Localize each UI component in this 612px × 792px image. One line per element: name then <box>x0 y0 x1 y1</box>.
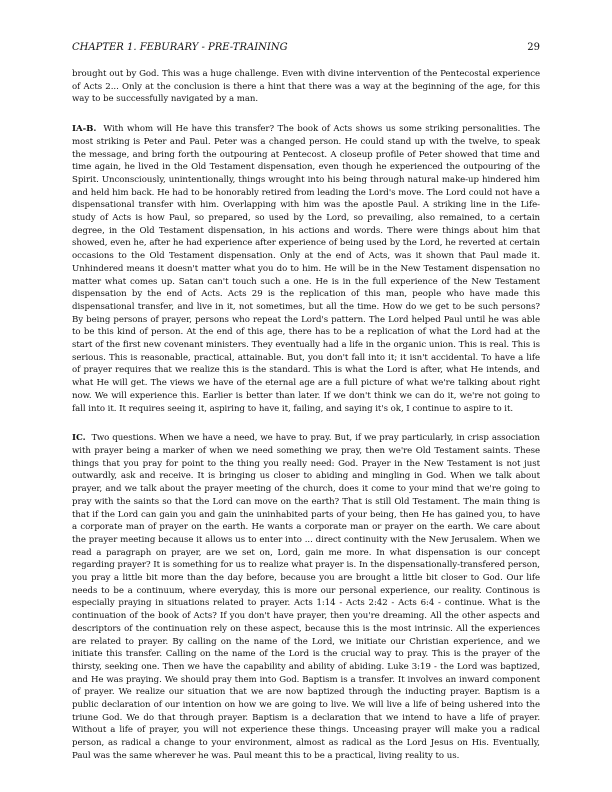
document-page <box>72 42 540 780</box>
paragraph-ia-b <box>72 123 540 415</box>
page-number: 29 <box>527 42 540 53</box>
paragraph-continuation <box>72 68 540 106</box>
chapter-title: CHAPTER 1. FEBURARY - PRE-TRAINING <box>72 42 288 53</box>
running-header <box>72 42 540 54</box>
section-label: IC. <box>72 433 86 444</box>
paragraph-text: brought out by God. This was a huge challenge. Even with divine intervention of the Pentecostal experience of Acts 2... Only at the conclusion is there a hint that there was a way at the beginning of the age, for this way to be successfully navigated by a man. <box>72 69 540 105</box>
section-label: IA-B. <box>72 124 97 135</box>
paragraph-ic <box>72 432 540 762</box>
paragraph-text: Two questions. When we have a need, we have to pray. But, if we pray particularly, in crisp association with prayer being a marker of when we need something we pray, then we're Old Testament saints. These things that you pray for point to the thing you really need: God. Prayer in the New Testament is not just outwardly, ask and receive. It is bringing us closer to abiding and mingling in God. When we talk about prayer, and we talk about the prayer meeting of the church, does it come to your mind that we're going to pray with the saints so that the Lord can move on the earth? That is still Old Testament. The main thing is that if the Lord can gain you and gain the uninhabited parts of your being, then He has gained you, to have a corporate man of prayer on the earth. He wants a corporate man or prayer on the earth. We care about the prayer meeting because it allows us to enter into ... direct continuity with the New Jerusalem. When we read a paragraph on prayer, are we set on, Lord, gain me more. In what dispensation is our concept regarding prayer? It is something for us to realize what prayer is. In the dispensationally-transfered person, you pray a little bit more than the day before, because you are brought a little bit closer to God. Our life needs to be a continuum, where everyday, this is more our personal experience, our reality. Continous is especially praying in situations related to prayer. Acts 1:14 - Acts 2:42 - Acts 6:4 - continue. What is the continuation of the book of Acts? If you don't have prayer, then you're dreaming. All the other aspects and descriptors of the continuation rely on these aspect, because this is the most intrinsic. All the experiences are related to prayer. By calling on the name of the Lord, we initiate our Christian experience, and we initiate this transfer. Calling on the name of the Lord is the crucial way to pray. This is the prayer of the thirsty, seeking one. Then we have the capability and ability of abiding. Luke 3:19 - the Lord was baptized, and He was praying. We should pray them into God. Baptism is a transfer. It involves an inward component of prayer. We realize our situation that we are now baptized through the inducting prayer. Baptism is a public declaration of our intention on how we are going to live. We will live a life of being ushered into the triune God. We do that through prayer. Baptism is a declaration that we intend to have a life of prayer. Without a life of prayer, you will not experience these things. Unceasing prayer will make you a radical person, as radical a change to your environment, almost as radical as the Lord Jesus on His. Eventually, Paul was the same wherever he was. Paul meant this to be a practical, living reality to us. <box>72 433 540 761</box>
paragraph-text: With whom will He have this transfer? The book of Acts shows us some striking personalities. The most striking is Peter and Paul. Peter was a changed person. He could stand up with the twelve, to speak the message, and bring forth the outpouring at Pentecost. A closeup profile of Peter showed that time and time again, he lived in the Old Testament dispensation, even though he experienced the outpouring of the Spirit. Unconsciously, unintentionally, things wrought into his being through natural make-up hindered him and held him back. He had to be honorably retired from leading the Lord's move. The Lord could not have a dispensational transfer with him. Overlapping with him was the apostle Paul. A striking line in the Life-study of Acts is how Paul, so prepared, so used by the Lord, so prevailing, also remained, to a certain degree, in the Old Testament dispensation, in his actions and words. There were things about him that showed, even he, after he had experience after experience of being used by the Lord, he reverted at certain occasions to the Old Testament dispensation. Only at the end of Acts, was it shown that Paul made it. Unhindered means it doesn't matter what you do to him. He will be in the New Testament dispensation no matter what comes up. Satan can't touch such a one. He is in the full experience of the New Testament dispensation by the end of Acts. Acts 29 is the replication of this man, people who have made this dispensational transfer, and live in it, not sometimes, but all the time. How do we get to be such persons? By being persons of prayer, persons who repeat the Lord's pattern. The Lord helped Paul until he was able to be this kind of person. At the end of this age, there has to be a replication of what the Lord had at the start of the first new covenant ministers. They eventually had a life in the organic union. This is real. This is serious. This is reasonable, practical, attainable. But, you don't fall into it; it isn't accidental. To have a life of prayer requires that we realize this is the standard. This is what the Lord is after, what He intends, and what He will get. The views we have of the eternal age are a full picture of what we're talking about right now. We will experience this. Earlier is better than later. If we don't think we can do it, we're not going to fall into it. It requires seeing it, aspiring to have it, failing, and saying it's ok, I continue to aspire to it. <box>72 124 540 414</box>
